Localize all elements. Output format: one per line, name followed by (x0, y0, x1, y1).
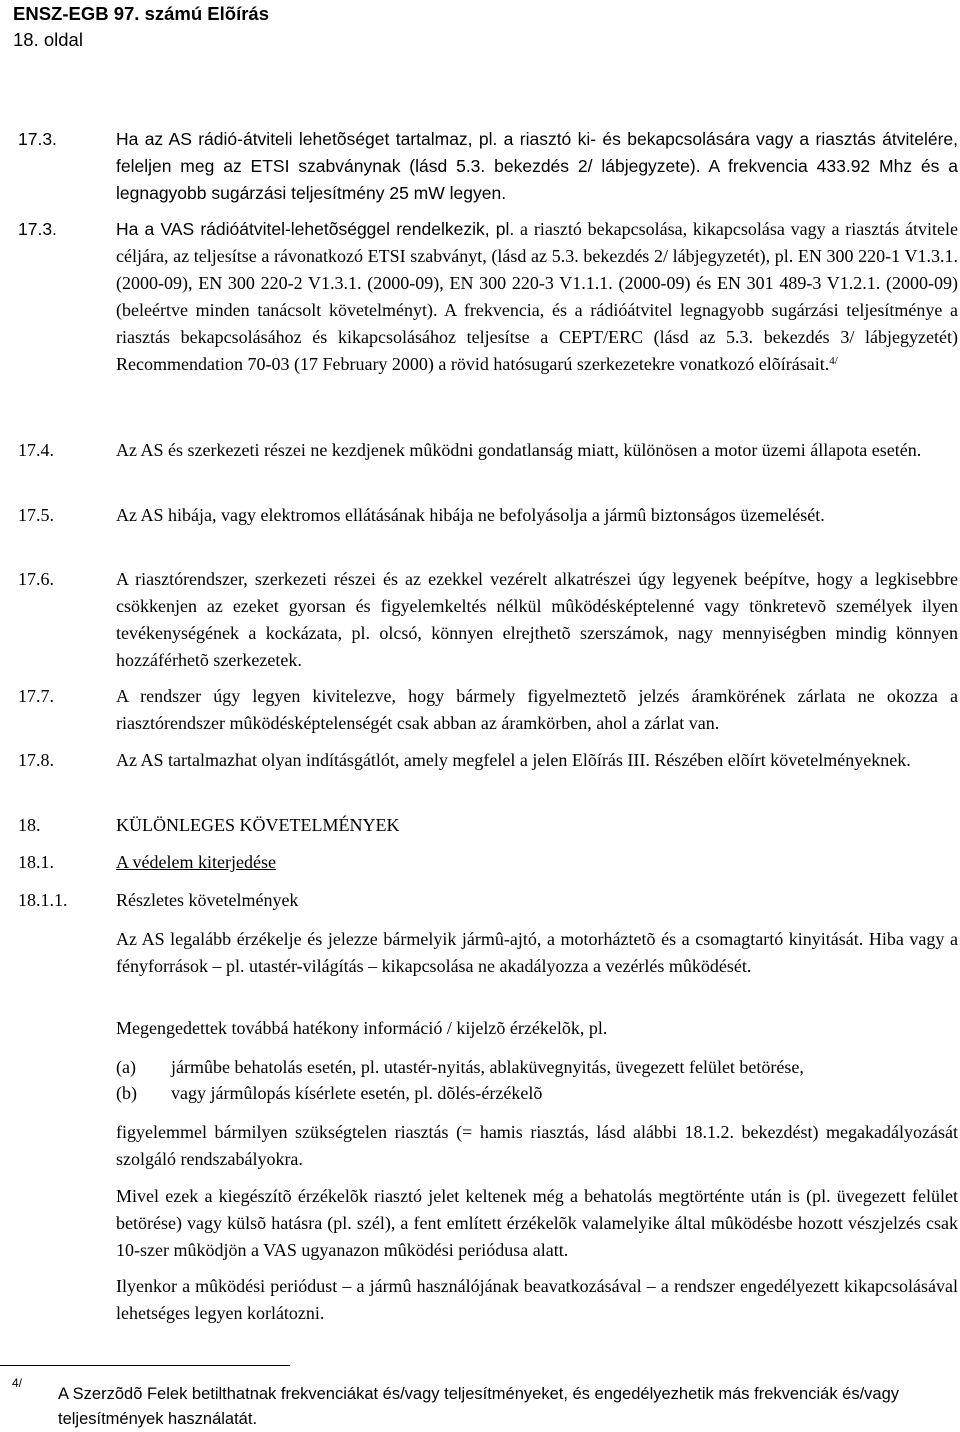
section-title: A védelem kiterjedése (116, 852, 276, 872)
em-dash: – (342, 1276, 352, 1296)
section-number: 18.1.1. (18, 890, 68, 910)
section-text: Ha az AS rádió-átviteli lehetõséget tartalmaz, pl. a riasztó ki- és bekapcsolására vagy a riasztás átvitelére, feleljen meg az ETSI szabványnak (lásd 5.3. bekezdés 2/ lábjegyzete). A frekvencia 433.92 Mhz és a legnagyobb sugárzási teljesítmény 25 mW legyen. (116, 129, 958, 203)
section-text: Az AS hibája, vagy elektromos ellátásának hibája ne befolyásolja a jármû biztonságos üzemelését. (116, 505, 825, 525)
paragraph-additional-sensors: Mivel ezek a kiegészítõ érzékelõk riasztó jelet keltenek még a behatolás megtörténte után is (pl. üvegezett felület betörése) vagy külsõ hatásra (pl. szél), a fent említett érzékelõk valamelyike által mûködésbe hozott vészjelzés csak 10-szer mûködjön a VAS ugyanazon mûködési periódusa alatt. (116, 1186, 958, 1260)
section-text (116, 216, 958, 378)
paragraph-extra-sensors: Megengedettek továbbá hatékony információ / kijelzõ érzékelõk, pl. (116, 1018, 608, 1038)
section-text: Az AS tartalmazhat olyan indításgátlót, amely megfelel a jelen Elõírás III. Részében elõírt követelményeknek. (116, 750, 911, 770)
em-dash: – (368, 956, 378, 976)
section-text: A riasztórendszer, szerkezeti részei és az ezekkel vezérelt alkatrészei úgy legyenek beépítve, hogy a legkisebbre csökkenjen az ezeket gyorsan és figyelemkeltés nélkül mûködésképtelenné vagy tönkretevõ személyek ilyen tevékenységének a kockázata, pl. olcsó, könnyen elrejthetõ szerszámok, nagy mennyiségben mindig könnyen hozzáférhetõ szerkezetek. (116, 569, 958, 670)
footnote-text: A Szerzõdõ Felek betilthatnak frekvenciákat és/vagy teljesítményeket, és engedélyezhetik más frekvenciák és/vagy teljesítmények használatát. (58, 1385, 900, 1428)
paragraph-false-alarm: figyelemmel bármilyen szükségtelen riasztás (= hamis riasztás, lásd alábbi 18.1.2. bekezdést) megakadályozását szolgáló rendszabályokra. (116, 1122, 958, 1169)
section-number: 17.3. (18, 129, 57, 149)
section-number: 17.5. (18, 505, 54, 525)
list-item-text: vagy jármûlopás kísérlete esetén, pl. dõlés-érzékelõ (171, 1083, 543, 1103)
footnote-marker: 4/ (12, 1376, 23, 1390)
paragraph-operating-period: Ilyenkor a mûködési periódust – a jármû használójának beavatkozásával – a rendszer engedélyezett kikapcsolásával lehetséges legyen korlátozni. (116, 1273, 958, 1327)
list-item-label: (a) (116, 1057, 136, 1077)
section-number: 17.8. (18, 750, 54, 770)
section-text-rest: a riasztó bekapcsolása, kikapcsolása vagy a riasztás átvitele céljára, az teljesítse a rávonatkozó ETSI szabványt, (lásd az 5.3. bekezdés 2/ lábjegyzetét), pl. EN 300 220-1 V1.3.1. (2000-09), EN 300 220-2 V1.3.1. (2000-09), EN 300 220-3 V1.1.1. (2000-09) és EN 301 489-3 V1.2.1. (2000-09) (beleértve minden tanácsolt követelményt). A frekvencia, és a rádióátvitel legnagyobb sugárzási teljesítménye a riasztás bekapcsolásához és kikapcsolásához teljesítse a CEPT/ERC (lásd az 5.3. bekezdés 3/ lábjegyzetét) Recommendation 70-03 (17 February 2000) a rövid hatósugarú szerkezetekre vonatkozó elõírásait. (116, 219, 958, 374)
section-number: 17.3. (18, 219, 57, 239)
section-number: 18.1. (18, 852, 54, 872)
list-item-label: (b) (116, 1083, 137, 1103)
list-item-text: jármûbe behatolás esetén, pl. utastér-nyitás, ablaküvegnyitás, üvegezett felület betörése, (171, 1057, 804, 1077)
em-dash: – (646, 1276, 656, 1296)
section-text: A rendszer úgy legyen kivitelezve, hogy bármely figyelmeztetõ jelzés áramkörének zárlata ne okozza a riasztórendszer mûködésképtelenségét csak abban az áramkörben, ahol a zárlat van. (116, 686, 958, 733)
section-text: Az AS és szerkezeti részei ne kezdjenek mûködni gondatlanság miatt, különösen a motor üzemi állapota esetén. (116, 440, 922, 460)
section-number: 18. (18, 815, 41, 835)
section-title: Részletes követelmények (116, 890, 299, 910)
footnote-reference[interactable]: 4/ (829, 355, 838, 367)
footnote-separator (0, 1365, 290, 1366)
section-number: 17.7. (18, 686, 54, 706)
paragraph-detector-requirements: Az AS legalább érzékelje és jelezze bármelyik jármû-ajtó, a motorháztetõ és a csomagtartó kinyitását. Hiba vagy a fényforrások – pl. utastér-világítás – kikapcsolása ne akadályozza a vezérlés mûködését. (116, 926, 958, 980)
section-number: 17.6. (18, 569, 54, 589)
document-title: ENSZ-EGB 97. számú Elõírás (13, 3, 270, 24)
section-title: KÜLÖNLEGES KÖVETELMÉNYEK (116, 815, 400, 835)
em-dash: – (212, 956, 222, 976)
page-number: 18. oldal (13, 29, 83, 50)
section-number: 17.4. (18, 440, 54, 460)
section-text-lead: Ha a VAS rádióátvitel-lehetõséggel rendelkezik, pl. (116, 219, 515, 239)
